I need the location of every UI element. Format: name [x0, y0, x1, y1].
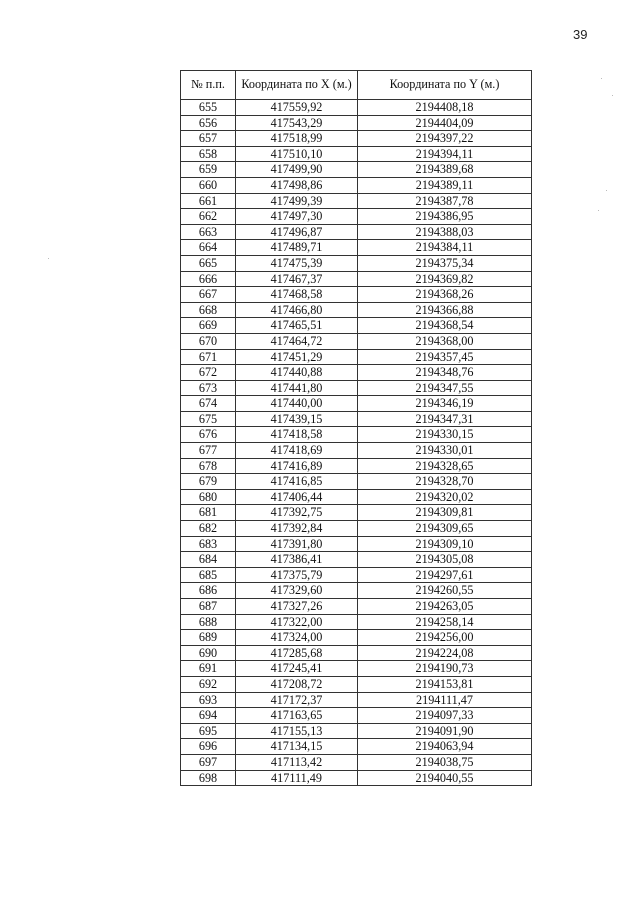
cell-coordinate-x: 417543,29 [236, 115, 358, 131]
table-row [181, 583, 532, 599]
cell-coordinate-y: 2194357,45 [358, 349, 532, 365]
table-row [181, 271, 532, 287]
cell-coordinate-y: 2194097,33 [358, 708, 532, 724]
cell-coordinate-x: 417418,69 [236, 443, 358, 459]
cell-coordinate-x: 417466,80 [236, 302, 358, 318]
table-header-row [181, 71, 532, 100]
column-header-x: Координата по X (м.) [236, 71, 358, 100]
cell-coordinate-y: 2194348,76 [358, 365, 532, 381]
cell-point-number: 688 [181, 614, 236, 630]
cell-point-number: 665 [181, 255, 236, 271]
cell-point-number: 692 [181, 676, 236, 692]
cell-coordinate-y: 2194224,08 [358, 645, 532, 661]
cell-coordinate-x: 417391,80 [236, 536, 358, 552]
cell-coordinate-y: 2194368,54 [358, 318, 532, 334]
table-row [181, 240, 532, 256]
cell-point-number: 669 [181, 318, 236, 334]
cell-coordinate-x: 417416,89 [236, 458, 358, 474]
table-row [181, 115, 532, 131]
cell-coordinate-y: 2194330,15 [358, 427, 532, 443]
cell-coordinate-x: 417208,72 [236, 676, 358, 692]
cell-coordinate-y: 2194305,08 [358, 552, 532, 568]
scan-speck [601, 78, 602, 79]
table-row [181, 427, 532, 443]
table-row [181, 739, 532, 755]
cell-point-number: 683 [181, 536, 236, 552]
cell-point-number: 656 [181, 115, 236, 131]
cell-point-number: 666 [181, 271, 236, 287]
cell-coordinate-x: 417327,26 [236, 599, 358, 615]
cell-coordinate-x: 417465,51 [236, 318, 358, 334]
cell-coordinate-x: 417163,65 [236, 708, 358, 724]
cell-coordinate-y: 2194258,14 [358, 614, 532, 630]
table-row [181, 349, 532, 365]
cell-point-number: 693 [181, 692, 236, 708]
cell-coordinate-x: 417134,15 [236, 739, 358, 755]
cell-coordinate-y: 2194091,90 [358, 723, 532, 739]
table-row [181, 193, 532, 209]
cell-coordinate-y: 2194386,95 [358, 209, 532, 225]
cell-coordinate-x: 417489,71 [236, 240, 358, 256]
cell-point-number: 658 [181, 146, 236, 162]
cell-coordinate-x: 417510,10 [236, 146, 358, 162]
table-row [181, 708, 532, 724]
cell-coordinate-x: 417392,75 [236, 505, 358, 521]
table-row [181, 333, 532, 349]
cell-point-number: 695 [181, 723, 236, 739]
cell-coordinate-x: 417464,72 [236, 333, 358, 349]
cell-point-number: 685 [181, 567, 236, 583]
cell-coordinate-x: 417418,58 [236, 427, 358, 443]
cell-point-number: 691 [181, 661, 236, 677]
cell-coordinate-x: 417111,49 [236, 770, 358, 786]
table-row [181, 365, 532, 381]
table-row [181, 209, 532, 225]
cell-point-number: 697 [181, 754, 236, 770]
cell-point-number: 662 [181, 209, 236, 225]
table-row [181, 224, 532, 240]
cell-coordinate-x: 417559,92 [236, 100, 358, 116]
cell-coordinate-y: 2194394,11 [358, 146, 532, 162]
cell-coordinate-x: 417329,60 [236, 583, 358, 599]
table-row [181, 489, 532, 505]
cell-coordinate-y: 2194397,22 [358, 131, 532, 147]
cell-coordinate-y: 2194384,11 [358, 240, 532, 256]
scan-speck [612, 95, 613, 96]
cell-point-number: 655 [181, 100, 236, 116]
table-row [181, 162, 532, 178]
cell-point-number: 680 [181, 489, 236, 505]
cell-coordinate-x: 417518,99 [236, 131, 358, 147]
table-row [181, 396, 532, 412]
cell-coordinate-x: 417324,00 [236, 630, 358, 646]
cell-coordinate-x: 417498,86 [236, 177, 358, 193]
cell-point-number: 689 [181, 630, 236, 646]
table-row [181, 411, 532, 427]
cell-coordinate-y: 2194190,73 [358, 661, 532, 677]
cell-coordinate-x: 417439,15 [236, 411, 358, 427]
table-row [181, 645, 532, 661]
cell-coordinate-y: 2194389,68 [358, 162, 532, 178]
cell-coordinate-y: 2194328,70 [358, 474, 532, 490]
cell-coordinate-x: 417322,00 [236, 614, 358, 630]
table-row [181, 599, 532, 615]
cell-coordinate-x: 417499,39 [236, 193, 358, 209]
table-row [181, 100, 532, 116]
cell-coordinate-x: 417451,29 [236, 349, 358, 365]
cell-point-number: 670 [181, 333, 236, 349]
cell-point-number: 659 [181, 162, 236, 178]
table-row [181, 723, 532, 739]
cell-point-number: 681 [181, 505, 236, 521]
cell-coordinate-y: 2194256,00 [358, 630, 532, 646]
table-row [181, 676, 532, 692]
cell-coordinate-x: 417440,00 [236, 396, 358, 412]
cell-coordinate-y: 2194389,11 [358, 177, 532, 193]
page-number: 39 [573, 27, 588, 42]
coordinates-table [180, 70, 532, 786]
cell-coordinate-x: 417475,39 [236, 255, 358, 271]
table-row [181, 770, 532, 786]
cell-coordinate-y: 2194368,26 [358, 287, 532, 303]
table-row [181, 146, 532, 162]
cell-coordinate-x: 417496,87 [236, 224, 358, 240]
cell-coordinate-y: 2194346,19 [358, 396, 532, 412]
cell-coordinate-y: 2194330,01 [358, 443, 532, 459]
cell-coordinate-y: 2194040,55 [358, 770, 532, 786]
cell-coordinate-y: 2194347,55 [358, 380, 532, 396]
cell-coordinate-x: 417172,37 [236, 692, 358, 708]
cell-coordinate-y: 2194153,81 [358, 676, 532, 692]
cell-coordinate-y: 2194260,55 [358, 583, 532, 599]
cell-point-number: 677 [181, 443, 236, 459]
cell-coordinate-x: 417245,41 [236, 661, 358, 677]
cell-point-number: 690 [181, 645, 236, 661]
cell-coordinate-y: 2194388,03 [358, 224, 532, 240]
cell-coordinate-x: 417285,68 [236, 645, 358, 661]
cell-coordinate-y: 2194368,00 [358, 333, 532, 349]
cell-point-number: 687 [181, 599, 236, 615]
cell-coordinate-y: 2194328,65 [358, 458, 532, 474]
cell-point-number: 679 [181, 474, 236, 490]
table-row [181, 458, 532, 474]
column-header-number: № п.п. [181, 71, 236, 100]
table-row [181, 255, 532, 271]
cell-point-number: 667 [181, 287, 236, 303]
table-row [181, 521, 532, 537]
cell-coordinate-x: 417416,85 [236, 474, 358, 490]
cell-coordinate-x: 417375,79 [236, 567, 358, 583]
table-row [181, 177, 532, 193]
table-row [181, 552, 532, 568]
cell-coordinate-x: 417467,37 [236, 271, 358, 287]
cell-coordinate-y: 2194369,82 [358, 271, 532, 287]
table-row [181, 443, 532, 459]
cell-coordinate-x: 417113,42 [236, 754, 358, 770]
cell-coordinate-y: 2194309,10 [358, 536, 532, 552]
cell-coordinate-y: 2194387,78 [358, 193, 532, 209]
cell-coordinate-x: 417497,30 [236, 209, 358, 225]
table-row [181, 287, 532, 303]
cell-coordinate-y: 2194366,88 [358, 302, 532, 318]
cell-coordinate-x: 417392,84 [236, 521, 358, 537]
cell-point-number: 696 [181, 739, 236, 755]
cell-point-number: 684 [181, 552, 236, 568]
cell-coordinate-y: 2194111,47 [358, 692, 532, 708]
cell-coordinate-x: 417406,44 [236, 489, 358, 505]
cell-point-number: 682 [181, 521, 236, 537]
cell-coordinate-x: 417441,80 [236, 380, 358, 396]
cell-point-number: 671 [181, 349, 236, 365]
cell-coordinate-y: 2194309,81 [358, 505, 532, 521]
cell-point-number: 674 [181, 396, 236, 412]
table-row [181, 567, 532, 583]
table-body [181, 100, 532, 786]
cell-point-number: 661 [181, 193, 236, 209]
cell-coordinate-y: 2194263,05 [358, 599, 532, 615]
table-row [181, 318, 532, 334]
table-row [181, 474, 532, 490]
cell-point-number: 668 [181, 302, 236, 318]
scan-speck [598, 210, 599, 211]
cell-point-number: 660 [181, 177, 236, 193]
table-row [181, 380, 532, 396]
cell-point-number: 676 [181, 427, 236, 443]
cell-coordinate-y: 2194320,02 [358, 489, 532, 505]
table-row [181, 661, 532, 677]
cell-point-number: 672 [181, 365, 236, 381]
cell-coordinate-y: 2194404,09 [358, 115, 532, 131]
cell-point-number: 686 [181, 583, 236, 599]
cell-point-number: 657 [181, 131, 236, 147]
cell-coordinate-x: 417440,88 [236, 365, 358, 381]
table-row [181, 302, 532, 318]
cell-coordinate-y: 2194038,75 [358, 754, 532, 770]
cell-point-number: 663 [181, 224, 236, 240]
table-row [181, 614, 532, 630]
scan-speck [48, 258, 49, 259]
table-row [181, 505, 532, 521]
table-row [181, 131, 532, 147]
cell-coordinate-y: 2194297,61 [358, 567, 532, 583]
cell-coordinate-y: 2194408,18 [358, 100, 532, 116]
cell-coordinate-y: 2194309,65 [358, 521, 532, 537]
cell-point-number: 664 [181, 240, 236, 256]
cell-point-number: 694 [181, 708, 236, 724]
cell-coordinate-x: 417386,41 [236, 552, 358, 568]
table-row [181, 536, 532, 552]
table-row [181, 692, 532, 708]
cell-point-number: 673 [181, 380, 236, 396]
cell-point-number: 675 [181, 411, 236, 427]
cell-coordinate-x: 417499,90 [236, 162, 358, 178]
cell-coordinate-y: 2194375,34 [358, 255, 532, 271]
cell-coordinate-x: 417155,13 [236, 723, 358, 739]
cell-coordinate-y: 2194063,94 [358, 739, 532, 755]
scan-speck [606, 190, 607, 191]
table-row [181, 630, 532, 646]
table-row [181, 754, 532, 770]
cell-coordinate-y: 2194347,31 [358, 411, 532, 427]
column-header-y: Координата по Y (м.) [358, 71, 532, 100]
cell-point-number: 698 [181, 770, 236, 786]
cell-point-number: 678 [181, 458, 236, 474]
cell-coordinate-x: 417468,58 [236, 287, 358, 303]
